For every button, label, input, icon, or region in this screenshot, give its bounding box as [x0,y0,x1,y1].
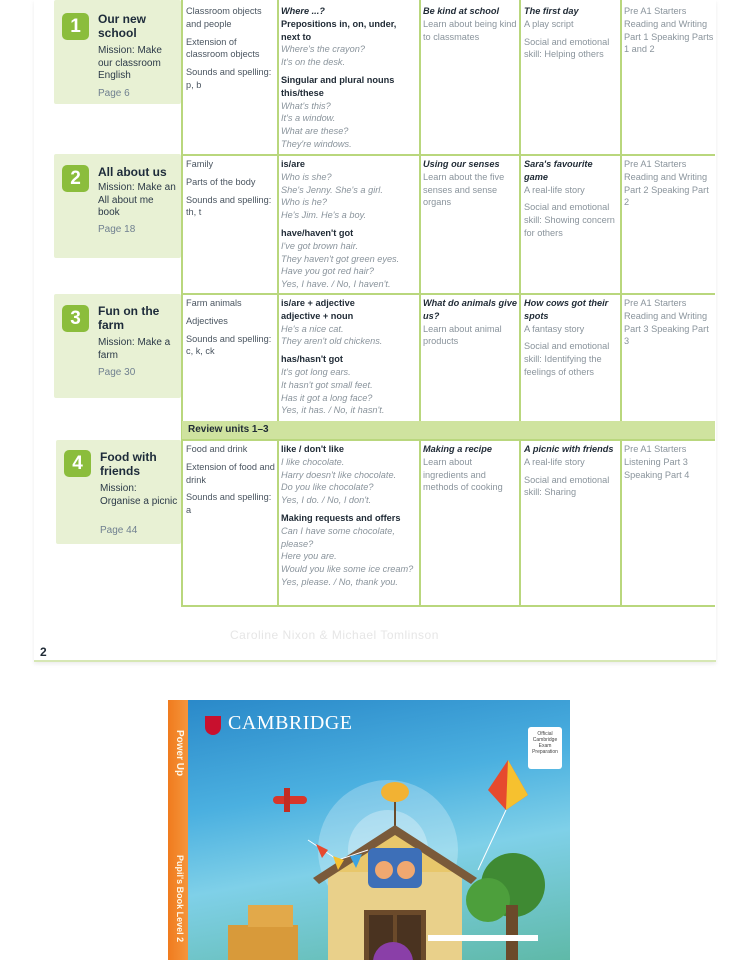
hay-bale-icon [248,905,293,927]
unit-1-number: 1 [62,13,89,40]
unit-4-grammar: like / don't like I like chocolate. Harry doesn't like chocolate. Do you like chocolate? Yes, I do. / No, I don't. Making requests and offers Can I have some chocolate, please? Here you are. Would you like some ice cream? Yes, please. / No, thank you. [281,444,414,587]
grid-line [181,293,715,295]
grid-line [181,0,183,606]
ghost-credit: Caroline Nixon & Michael Tomlinson [230,628,439,642]
unit-4-number: 4 [64,450,91,477]
unit-1-vocabulary: Classroom objects and people Extension of classroom objects Sounds and spelling: p, b [186,6,272,90]
unit-2-page: Page 18 [98,224,136,235]
unit-3-grammar: is/are + adjective adjective + noun He's a nice cat. They aren't old chickens. has/hasn't got It's got long ears. It hasn't got small feet. Has it got a long face? Yes, it has. / No, it hasn't. [281,298,385,416]
unit-3-title: Fun on the farm [98,304,160,332]
grid-line [419,0,421,606]
unit-2-mission: Mission: Make an All about me book [98,182,176,218]
unit-3-number: 3 [62,305,89,332]
unit-1-page: Page 6 [98,88,130,99]
unit-4-title: Food with friends [100,450,157,478]
unit-4-mission: Mission: Organise a picnic [100,483,178,507]
unit-2-exam: Pre A1 Starters Reading and Writing Part 2 Speaking Part 2 [624,159,709,208]
unit-4-exam: Pre A1 Starters Listening Part 3 Speaking Part 4 [624,444,690,480]
unit-4-literature: A picnic with friends A real-life story Social and emotional skill: Sharing [524,444,614,498]
unit-3-exam: Pre A1 Starters Reading and Writing Part 3 Speaking Part 3 [624,298,709,347]
unit-2-title: All about us [98,165,167,179]
grid-line [277,0,279,606]
unit-3-literature: How cows got their spots A fantasy story Social and emotional skill: Identifying the feelings of others [524,298,610,377]
cover-illustration [188,700,570,960]
review-label: Review units 1–3 [188,424,269,435]
fence-icon [428,935,538,941]
unit-2-literature: Sara's favourite game A real-life story Social and emotional skill: Showing concern for others [524,159,615,238]
unit-1-mission: Mission: Make our classroom English [98,45,162,81]
cambridge-shield-icon [205,716,221,735]
brand-logo: CAMBRIDGE [228,712,353,734]
grid-line [181,605,715,607]
grid-line [181,439,715,441]
grid-line [181,154,715,156]
unit-1-title: Our new school [98,12,147,40]
spine-level: Pupil's Book Level 2 [175,855,185,943]
unit-3-mission: Mission: Make a farm [98,337,171,361]
page-number: 2 [40,645,47,659]
tree-icon [466,853,545,960]
unit-4-page: Page 44 [100,525,138,536]
unit-4-vocabulary: Food and drink Extension of food and drink Sounds and spelling: a [186,444,275,516]
plane-icon [273,788,307,812]
unit-2-number: 2 [62,165,89,192]
unit-2-vocabulary: Family Parts of the body Sounds and spelling: th, t [186,159,272,218]
unit-3-cross-curricular: What do animals give us? Learn about animal products [423,298,517,347]
kite-icon [478,760,528,870]
unit-2-grammar: is/are Who is she? She's Jenny. She's a girl. Who is he? He's Jim. He's a boy. have/haven't got I've got brown hair. They haven't got green eyes. Have you got red hair? Yes, I have. / No, I haven't. [281,159,400,290]
exam-seal-badge: Official Cambridge Exam Preparation [528,727,562,769]
unit-4-cross-curricular: Making a recipe Learn about ingredients and methods of cooking [423,444,503,493]
book-cover [188,700,570,960]
unit-1-cross-curricular: Be kind at school Learn about being kind to classmates [423,6,517,42]
unit-2-cross-curricular: Using our senses Learn about the five senses and sense organs [423,159,505,208]
unit-3-page: Page 30 [98,367,136,378]
unit-3-vocabulary: Farm animals Adjectives Sounds and spelling: c, k, ck [186,298,272,357]
unit-1-grammar: Where ...? Prepositions in, on, under, next to Where's the crayon? It's on the desk. Singular and plural nouns this/these What's this? It's a window. What are these? They're windows. [281,6,397,149]
grid-line [620,0,622,606]
grid-line [519,0,521,606]
hay-bale-icon [228,925,298,960]
spine-title: Power Up [174,730,185,777]
unit-1-literature: The first day A play script Social and emotional skill: Helping others [524,6,610,60]
review-bar [182,421,715,439]
unit-1-exam: Pre A1 Starters Reading and Writing Part 1 Speaking Parts 1 and 2 [624,6,714,55]
